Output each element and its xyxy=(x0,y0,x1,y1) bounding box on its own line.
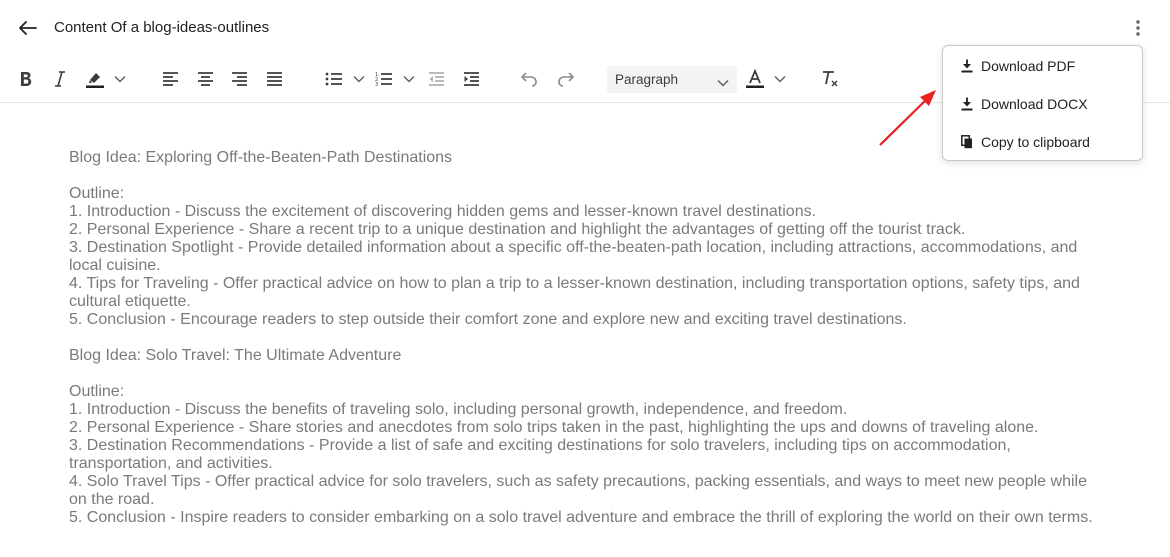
page-title: Content Of a blog-ideas-outlines xyxy=(54,19,270,36)
text-color-button[interactable] xyxy=(744,66,766,92)
block-style-value: Paragraph xyxy=(615,72,679,87)
bullet-list-icon xyxy=(325,72,343,86)
chevron-down-icon xyxy=(114,75,126,83)
numbered-list-button[interactable] xyxy=(374,66,394,92)
menu-item-copy-clipboard[interactable] xyxy=(943,124,1142,158)
document-content[interactable] xyxy=(69,149,1109,527)
bold-icon xyxy=(19,71,33,87)
highlight-icon xyxy=(85,69,105,89)
block-style-select[interactable] xyxy=(607,66,737,93)
svg-text:3: 3 xyxy=(375,82,379,87)
undo-button[interactable] xyxy=(519,66,539,92)
doc-paragraph: Outline: xyxy=(69,383,125,400)
more-options-button[interactable] xyxy=(1126,16,1150,40)
doc-paragraph: 4. Tips for Traveling - Offer practical advice on how to plan a trip to a lesser-known destination, including transportation options, safety tips, and cultural etiquette. xyxy=(69,275,1080,310)
doc-paragraph: 2. Personal Experience - Share stories and anecdotes from solo trips taken in the past, highlighting the ups and downs of traveling alone. xyxy=(69,419,1039,436)
back-button[interactable] xyxy=(12,14,44,42)
indent-button[interactable] xyxy=(461,66,481,92)
doc-paragraph: 3. Destination Recommendations - Provide a list of safe and exciting destinations for solo travelers, including tips on accommodation, transportation, and activities. xyxy=(69,437,1011,472)
more-vert-icon xyxy=(1135,19,1141,37)
numbered-list-icon xyxy=(375,71,393,87)
chevron-down-icon xyxy=(403,75,415,83)
download-icon xyxy=(961,59,973,73)
svg-text:1: 1 xyxy=(375,72,379,78)
paragraph-gap xyxy=(69,329,1109,347)
copy-icon xyxy=(961,135,973,149)
clear-format-icon xyxy=(821,70,839,88)
doc-paragraph: Blog Idea: Solo Travel: The Ultimate Adventure xyxy=(69,347,402,364)
doc-paragraph: 5. Conclusion - Inspire readers to consider embarking on a solo travel adventure and embrace the thrill of exploring the world on their own terms. xyxy=(69,509,1093,526)
align-justify-icon xyxy=(266,72,283,86)
chevron-down-icon xyxy=(353,75,365,83)
numbered-list-dropdown-button[interactable] xyxy=(402,72,416,86)
doc-paragraph: 5. Conclusion - Encourage readers to step outside their comfort zone and explore new and exciting travel destinations. xyxy=(69,311,907,328)
align-left-button[interactable] xyxy=(160,66,180,92)
doc-paragraph: 2. Personal Experience - Share a recent trip to a unique destination and highlight the advantages of getting off the tourist track. xyxy=(69,221,966,238)
align-center-icon xyxy=(197,72,214,86)
doc-paragraph: 1. Introduction - Discuss the excitement of discovering hidden gems and lesser-known travel destinations. xyxy=(69,203,817,220)
svg-text:2: 2 xyxy=(375,77,379,83)
download-icon xyxy=(961,97,973,111)
clear-format-button[interactable] xyxy=(819,66,841,92)
doc-paragraph: 3. Destination Spotlight - Provide detailed information about a specific off-the-beaten-path location, including attractions, accommodations, and local cuisine. xyxy=(69,239,1078,274)
align-right-button[interactable] xyxy=(229,66,249,92)
doc-paragraph: 1. Introduction - Discuss the benefits of traveling solo, including personal growth, independence, and freedom. xyxy=(69,401,848,418)
outdent-button[interactable] xyxy=(426,66,446,92)
menu-item-download-pdf[interactable] xyxy=(943,48,1142,82)
bullet-list-dropdown-button[interactable] xyxy=(352,72,366,86)
more-options-menu xyxy=(942,45,1143,161)
bullet-list-button[interactable] xyxy=(324,66,344,92)
menu-item-label: Download PDF xyxy=(981,58,1076,74)
align-center-button[interactable] xyxy=(195,66,215,92)
chevron-down-icon xyxy=(774,75,786,83)
highlight-button[interactable] xyxy=(84,66,106,92)
chevron-down-icon xyxy=(717,74,729,92)
doc-paragraph: Blog Idea: Exploring Off-the-Beaten-Path Destinations xyxy=(69,149,453,166)
indent-icon xyxy=(463,72,480,86)
menu-item-label: Download DOCX xyxy=(981,96,1088,112)
back-arrow-icon xyxy=(18,20,38,36)
outdent-icon xyxy=(428,72,445,86)
align-justify-button[interactable] xyxy=(264,66,284,92)
paragraph-gap xyxy=(69,167,1109,185)
paragraph-gap xyxy=(69,365,1109,383)
redo-button[interactable] xyxy=(556,66,576,92)
undo-icon xyxy=(520,71,538,87)
align-left-icon xyxy=(162,72,179,86)
bold-button[interactable] xyxy=(14,66,38,92)
highlight-dropdown-button[interactable] xyxy=(113,72,127,86)
doc-paragraph: 4. Solo Travel Tips - Offer practical advice for solo travelers, such as safety precautions, packing essentials, and ways to meet new people while on the road. xyxy=(69,473,1087,508)
text-color-dropdown-button[interactable] xyxy=(773,72,787,86)
menu-item-download-docx[interactable] xyxy=(943,86,1142,120)
annotation-arrow-icon xyxy=(876,88,938,148)
text-color-icon xyxy=(745,69,765,89)
align-right-icon xyxy=(231,72,248,86)
italic-icon xyxy=(54,71,66,87)
menu-item-label: Copy to clipboard xyxy=(981,134,1090,150)
italic-button[interactable] xyxy=(50,66,70,92)
redo-icon xyxy=(557,71,575,87)
doc-paragraph: Outline: xyxy=(69,185,125,202)
